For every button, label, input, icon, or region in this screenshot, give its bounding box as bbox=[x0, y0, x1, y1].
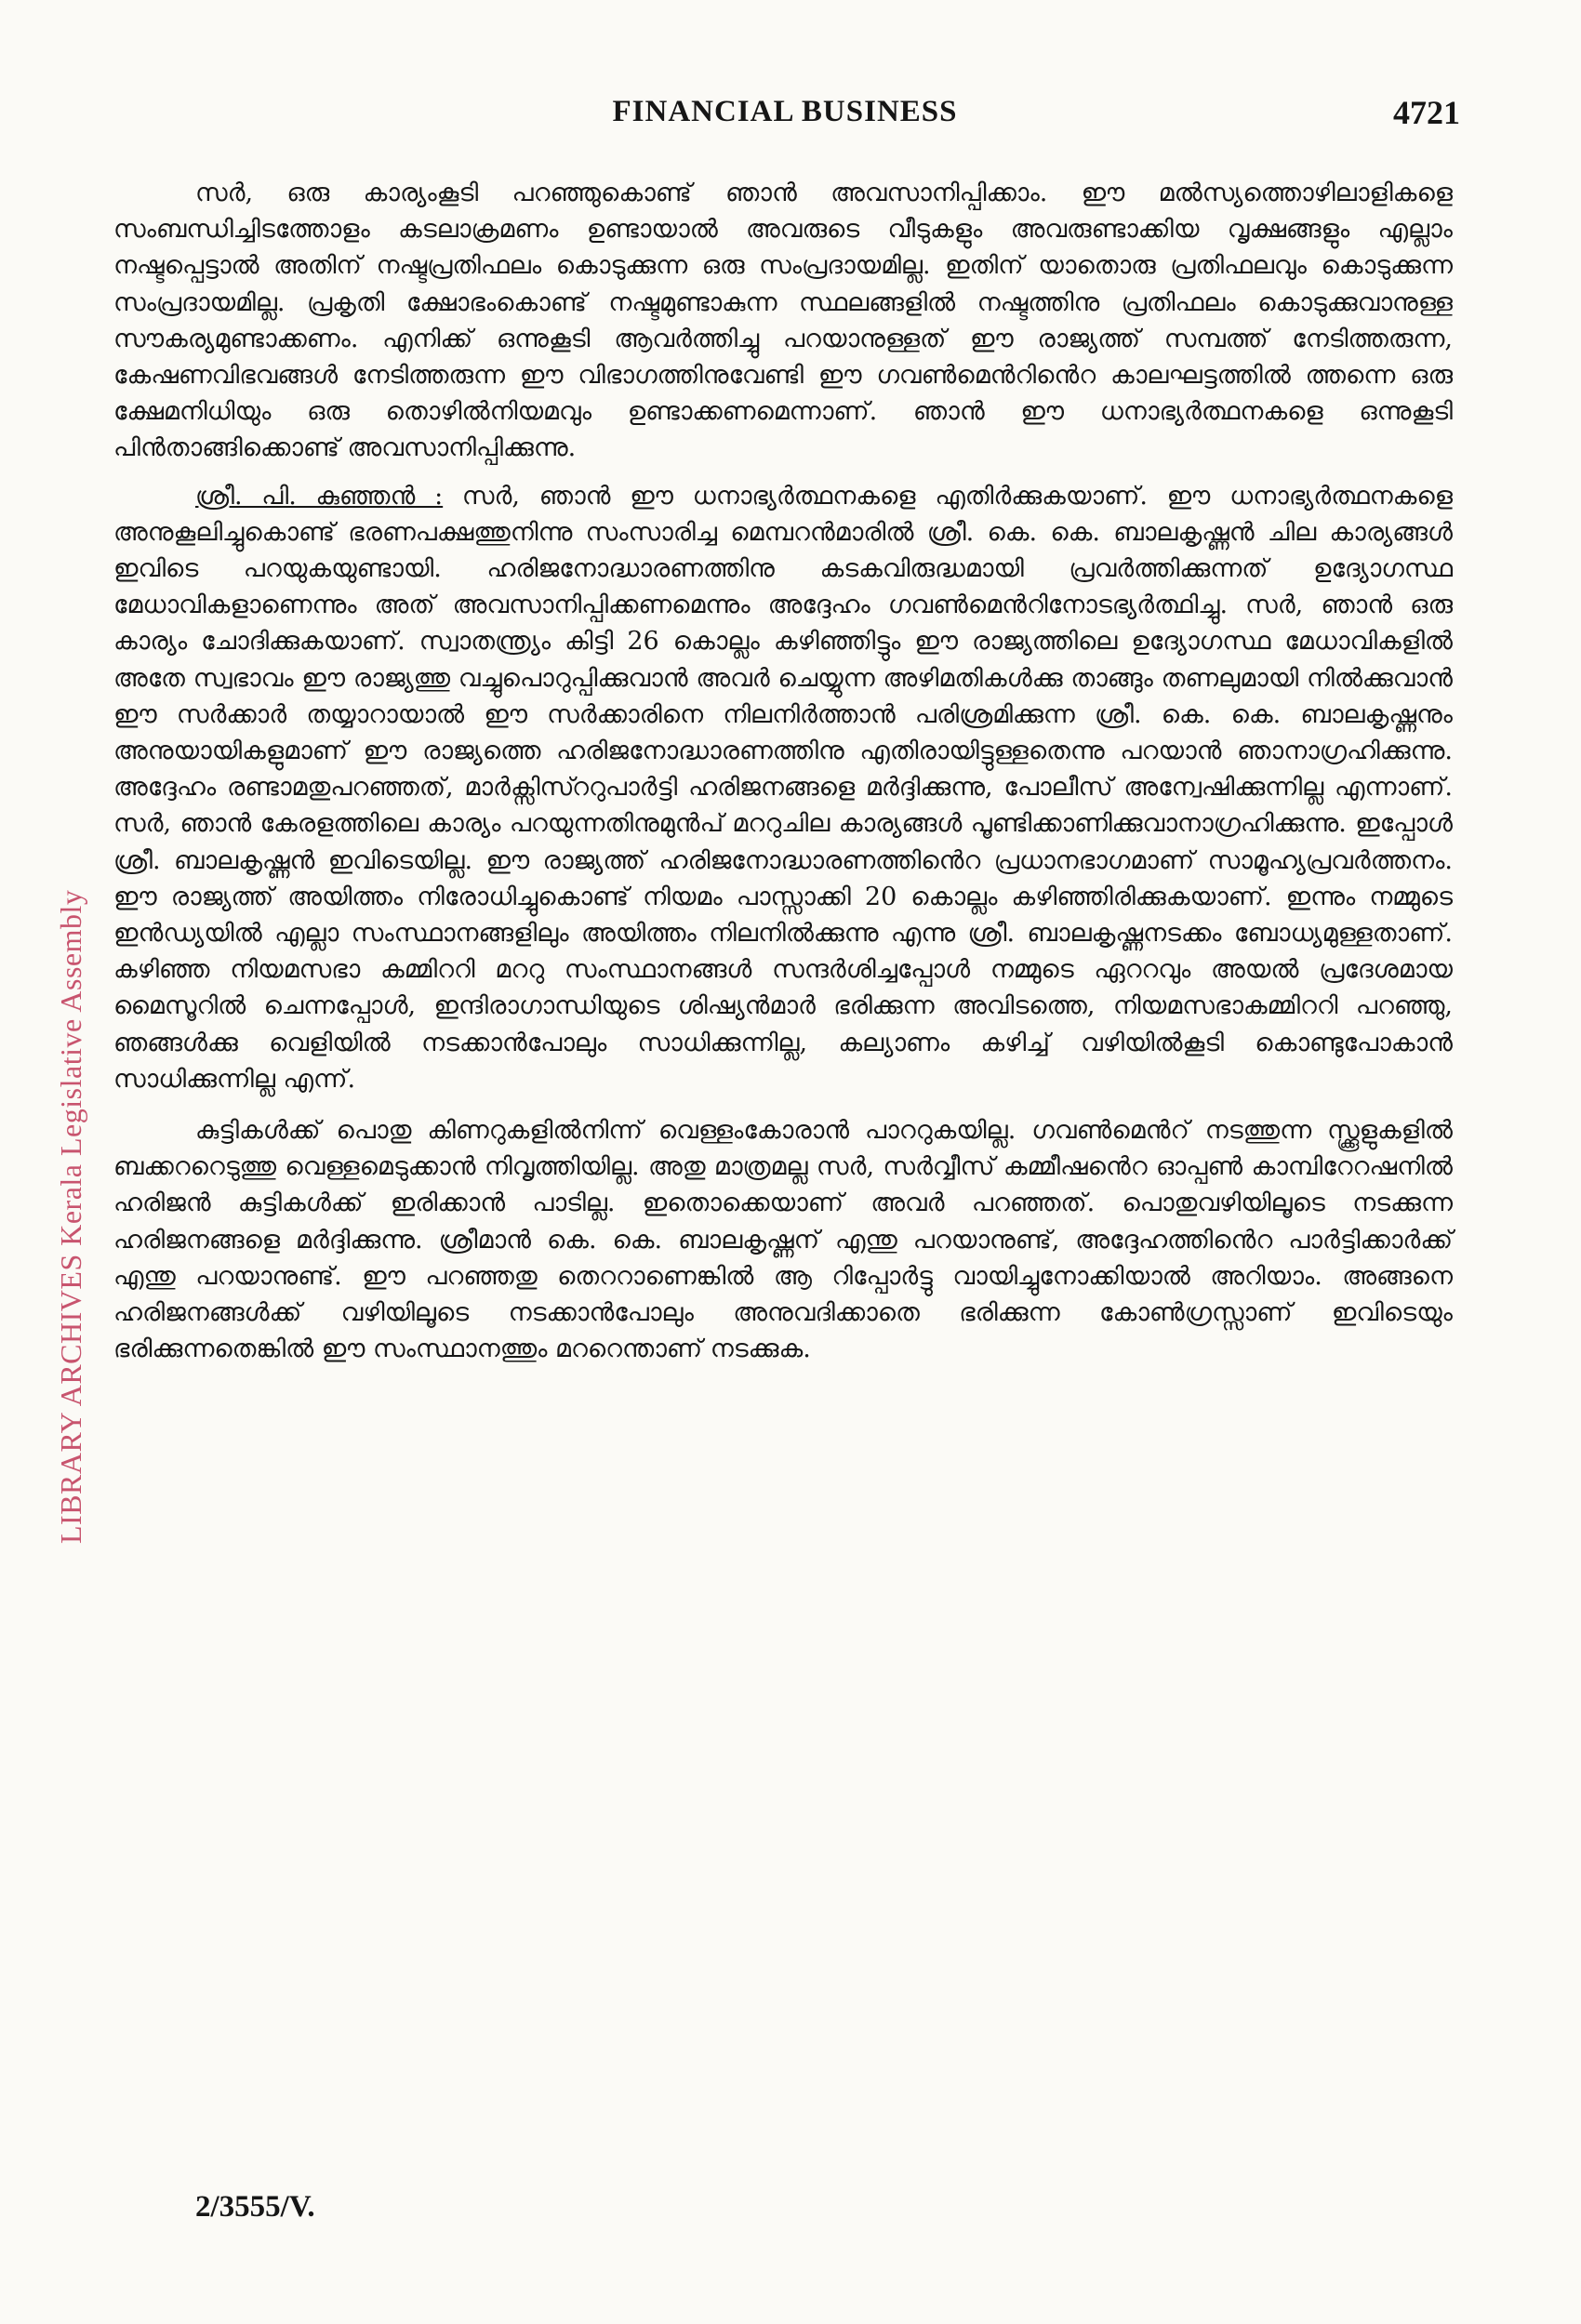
page-number: 4721 bbox=[1393, 94, 1460, 131]
footer-reference-code: 2/3555/V. bbox=[195, 2190, 315, 2224]
document-body bbox=[113, 175, 1453, 1372]
archive-watermark: LIBRARY ARCHIVES Kerala Legislative Assembly bbox=[54, 889, 87, 1544]
page-header bbox=[110, 95, 1460, 141]
speaker-name: ശ്രീ. പി. കുഞ്ഞൻ : bbox=[195, 481, 444, 511]
paragraph-2-text: സർ, ഞാൻ ഈ ധനാഭ്യർത്ഥനകളെ എതിർക്കുകയാണ്. ഈ ധനാഭ്യർത്ഥനകളെ അനുകൂലിച്ചുകൊണ്ട് ഭരണപക്ഷത്തുനിന്നു സംസാരിച്ച മെമ്പറൻമാരിൽ ശ്രീ. കെ. കെ. ബാലകൃഷ്ണൻ ചില കാര്യങ്ങൾ ഇവിടെ പറയുകയുണ്ടായി. ഹരിജനോദ്ധാരണത്തിനു കടകവിരുദ്ധമായി പ്രവർത്തിക്കുന്നത് ഉദ്യോഗസ്ഥ മേധാവികളാണെന്നും അത് അവസാനിപ്പിക്കണമെന്നും അദ്ദേഹം ഗവൺമെൻറിനോടഭ്യർത്ഥിച്ചു. സർ, ഞാൻ ഒരു കാര്യം ചോദിക്കുകയാണ്. സ്വാതന്ത്ര്യം കിട്ടി 26 കൊല്ലം കഴിഞ്ഞിട്ടും ഈ രാജ്യത്തിലെ ഉദ്യോഗസ്ഥ മേധാവികളിൽ അതേ സ്വഭാവം ഈ രാജ്യത്തു വച്ചുപൊറുപ്പിക്കുവാൻ അവർ ചെയ്യുന്ന അഴിമതികൾക്കു താങ്ങും തണലുമായി നിൽക്കുവാൻ ഈ സർക്കാർ തയ്യാറായാൽ ഈ സർക്കാരിനെ നിലനിർത്താൻ പരിശ്രമിക്കുന്ന ശ്രീ. കെ. കെ. ബാലകൃഷ്ണനും അനുയായികളുമാണ് ഈ രാജ്യത്തെ ഹരിജനോദ്ധാരണത്തിനു എതിരായിട്ടുള്ളതെന്നു പറയാൻ ഞാനാഗ്രഹിക്കുന്നു. അദ്ദേഹം രണ്ടാമതുപറഞ്ഞത്, മാർക്സിസ്ററുപാർട്ടി ഹരിജനങ്ങളെ മർദ്ദിക്കുന്നു, പോലീസ് അന്വേഷിക്കുന്നില്ല എന്നാണ്. സർ, ഞാൻ കേരളത്തിലെ കാര്യം പറയുന്നതിനുമുൻപ് മററുചില കാര്യങ്ങൾ പൂണ്ടിക്കാണിക്കുവാനാഗ്രഹിക്കുന്നു. ഇപ്പോൾ ശ്രീ. ബാലകൃഷ്ണൻ ഇവിടെയില്ല. ഈ രാജ്യത്ത് ഹരിജനോദ്ധാരണത്തിൻെറ പ്രധാനഭാഗമാണ് സാമൂഹ്യപ്രവർത്തനം. ഈ രാജ്യത്ത് അയിത്തം നിരോധിച്ചുകൊണ്ട് നിയമം പാസ്സാക്കി 20 കൊല്ലം കഴിഞ്ഞിരിക്കുകയാണ്. ഇന്നും നമ്മുടെ ഇൻഡ്യയിൽ എല്ലാ സംസ്ഥാനങ്ങളിലും അയിത്തം നിലനിൽക്കുന്നു എന്നു ശ്രീ. ബാലകൃഷ്ണനടക്കം ബോധ്യമുള്ളതാണ്. കഴിഞ്ഞ നിയമസഭാ കമ്മിററി മററു സംസ്ഥാനങ്ങൾ സന്ദർശിച്ചപ്പോൾ നമ്മുടെ ഏററവും അയൽ പ്രദേശമായ മൈസൂറിൽ ചെന്നപ്പോൾ, ഇന്ദിരാഗാന്ധിയുടെ ശിഷ്യൻമാർ ഭരിക്കുന്ന അവിടത്തെ, നിയമസഭാകമ്മിററി പറഞ്ഞു, ഞങ്ങൾക്കു വെളിയിൽ നടക്കാൻപോലും സാധിക്കുന്നില്ല, കല്യാണം കഴിച്ച് വഴിയിൽകൂടി കൊണ്ടുപോകാൻ സാധിക്കുന്നില്ല എന്ന്. bbox=[113, 481, 1453, 1094]
paragraph-3: കുട്ടികൾക്ക് പൊതു കിണറുകളിൽനിന്ന് വെള്ളംകോരാൻ പാററുകയില്ല. ഗവൺമെൻറ് നടത്തുന്ന സ്ക്കൂളുകളിൽ ബക്കററെടുത്തു വെള്ളമെടുക്കാൻ നിവൃത്തിയില്ല. അതു മാത്രമല്ല സർ, സർവ്വീസ് കമ്മീഷൻെറ ഓപ്പൺ കാമ്പിറേറഷനിൽ ഹരിജൻ കുട്ടികൾക്ക് ഇരിക്കാൻ പാടില്ല. ഇതൊക്കെയാണ് അവർ പറഞ്ഞത്. പൊതുവഴിയിലൂടെ നടക്കുന്ന ഹരിജനങ്ങളെ മർദ്ദിക്കുന്നു. ശ്രീമാൻ കെ. കെ. ബാലകൃഷ്ണന് എന്തു പറയാനുണ്ട്, അദ്ദേഹത്തിൻെറ പാർട്ടിക്കാർക്ക് എന്തു പറയാനുണ്ട്. ഈ പറഞ്ഞതു തെററാണെങ്കിൽ ആ റിപ്പോർട്ടു വായിച്ചുനോക്കിയാൽ അറിയാം. അങ്ങനെ ഹരിജനങ്ങൾക്ക് വഴിയിലൂടെ നടക്കാൻപോലും അനുവദിക്കാതെ ഭരിക്കുന്ന കോൺഗ്രസ്സാണ് ഇവിടെയും ഭരിക്കുന്നതെങ്കിൽ ഈ സംസ്ഥാനത്തും മററെന്താണ് നടക്കുക. bbox=[113, 1116, 1453, 1364]
section-title: FINANCIAL BUSINESS bbox=[612, 95, 958, 128]
paragraph-2 bbox=[113, 478, 1453, 1097]
paragraph-1: സർ, ഒരു കാര്യംകൂടി പറഞ്ഞുകൊണ്ട് ഞാൻ അവസാനിപ്പിക്കാം. ഈ മൽസ്യത്തൊഴിലാളികളെ സംബന്ധിച്ചിടത്തോളം കടലാക്രമണം ഉണ്ടായാൽ അവരുടെ വീടുകളും അവരുണ്ടാക്കിയ വൃക്ഷങ്ങളും എല്ലാം നഷ്ടപ്പെട്ടാൽ അതിന് നഷ്ടപ്രതിഫലം കൊടുക്കുന്ന ഒരു സംപ്രദായമില്ല. ഇതിന് യാതൊരു പ്രതിഫലവും കൊടുക്കുന്ന സംപ്രദായമില്ല. പ്രകൃതി ക്ഷോഭംകൊണ്ട് നഷ്ടമുണ്ടാകുന്ന സ്ഥലങ്ങളിൽ നഷ്ടത്തിനു പ്രതിഫലം കൊടുക്കുവാനുള്ള സൗകര്യമുണ്ടാക്കണം. എനിക്ക് ഒന്നുകൂടി ആവർത്തിച്ചു പറയാനുള്ളത് ഈ രാജ്യത്ത് സമ്പത്ത് നേടിത്തരുന്ന, കേഷണവിഭവങ്ങൾ നേടിത്തരുന്ന ഈ വിഭാഗത്തിനുവേണ്ടി ഈ ഗവൺമെൻറിൻെറ കാലഘട്ടത്തിൽ ത്തന്നെ ഒരു ക്ഷേമനിധിയും ഒരു തൊഴിൽനിയമവും ഉണ്ടാക്കണമെന്നാണ്. ഞാൻ ഈ ധനാഭ്യർത്ഥനകളെ ഒന്നുകൂടി പിൻതാങ്ങിക്കൊണ്ട് അവസാനിപ്പിക്കുന്നു. bbox=[113, 179, 1454, 463]
